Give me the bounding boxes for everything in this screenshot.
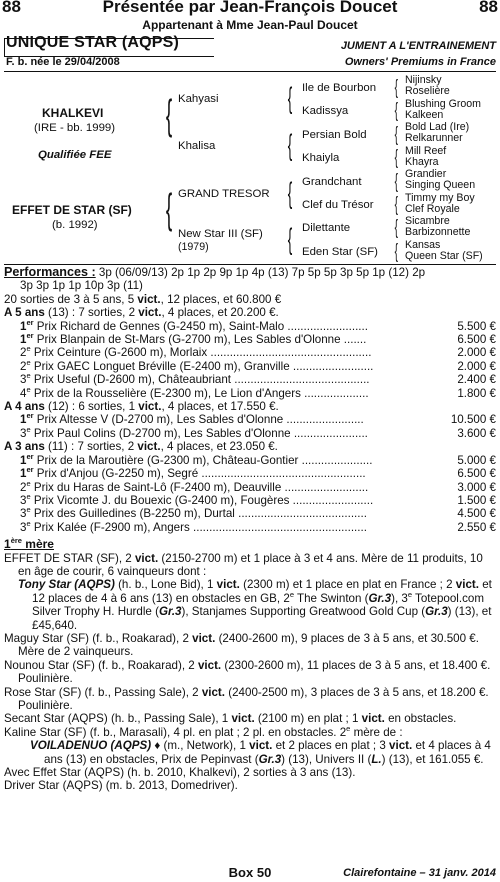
race-row [4,494,496,507]
bracket: { [287,177,293,210]
race-amount: 2.400 € [457,373,496,387]
produce-tony: Tony Star (AQPS) (h. b., Lone Bid), 1 vict. (2300 m) et 1 place en plat en France ; 2 vict. et 12 places de 4 à 6 ans (13) en obstacles en GB, 2e The Swinton (Gr.3), 3e Totepool.com Silver Trophy H. Hurdle (Gr.3), Stanjames Supporting Greatwood Gold Cup (Gr.3) (13), et £45,640. [18,578,492,632]
race-label: 3e Prix Paul Colins (D-2700 m), Les Sables d'Olonne ....................... [20,426,368,440]
race-label: 3e Prix Kalée (F-2900 m), Angers ...................................................... [20,520,367,534]
presenter: Présentée par Jean-François Doucet [102,0,398,16]
performances-heading: Performances : [4,265,96,279]
race-amount: 1.500 € [457,493,496,507]
gen4: Queen Star (SF) [405,250,483,262]
bracket: { [394,171,399,193]
bracket: { [394,100,399,122]
produce-secant: Secant Star (AQPS) (h. b., Passing Sale), 1 vict. (2100 m) en plat ; 1 vict. en obstacles. [4,712,457,726]
race-row [4,373,496,386]
race-row [4,413,496,426]
race-label: 2e Prix du Haras de Saint-Lô (F-2400 m), Deauville .......................... [20,480,369,494]
race-row [4,507,496,520]
performances-line: 3p 3p 1p 1p 10p 3p (11) [20,279,143,293]
race-label: 1er Prix de la Maroutière (G-2300 m), Château-Gontier ...................... [20,453,373,467]
horse-birth: F. b. née le 29/04/2008 [6,56,120,68]
race-label: 1er Prix Altesse V (D-2700 m), Les Sables d'Olonne ........................ [20,413,364,427]
race-amount: 2.550 € [457,520,496,534]
race-amount: 6.500 € [457,467,496,481]
race-amount: 2.000 € [457,346,496,360]
bracket: { [287,82,293,115]
bracket: { [394,241,399,263]
mere-intro: EFFET DE STAR (SF), 2 vict. (2150-2700 m) et 1 place à 3 et 4 ans. Mère de 11 produits, 10 en âge de courir, 6 vainqueurs dont : [4,551,483,578]
horse-status: JUMENT A L'ENTRAINEMENT [340,40,496,52]
race-label: 3e Prix Useful (D-2600 m), Châteaubriant .......................................... [20,373,370,387]
age-4-races [4,413,496,440]
page-footer [4,866,496,882]
race-row [4,521,496,534]
gen4: Clef Royale [405,203,460,215]
gen3: Khaiyla [302,152,340,164]
race-amount: 10.500 € [450,413,496,427]
performances-summary: 20 sorties de 3 à 5 ans, 5 vict., 12 places, et 60.800 € [4,292,282,306]
race-row [4,346,496,359]
race-row [4,481,496,494]
gen4: Nijinsky [405,74,442,86]
bracket: { [394,217,399,239]
race-label: 4e Prix de la Rousselière (E-2300 m), Le Lion d'Angers .................... [20,386,369,400]
header-rule [4,71,496,72]
bracket: { [394,147,399,169]
bracket: { [165,91,173,138]
lot-number-left: 88 [2,0,21,16]
gen4: Barbizonnette [405,226,471,238]
lot-number-right: 88 [479,0,498,16]
age-3-races [4,454,496,534]
produce-name: VOILADENUO (AQPS) [30,739,152,753]
produce-kaline: Kaline Star (SF) (f. b., Marasali), 4 pl. en plat ; 2 pl. en obstacles. 2e mère de : [4,723,403,739]
sale-info: Clairefontaine – 31 janv. 2014 [343,867,496,879]
gen4: Sicambre [405,215,450,227]
produce-voiladenuo: VOILADENUO (AQPS) ♦ (m., Network), 1 vict. et 2 places en plat ; 3 vict. et 4 places à 4 ans (13) en obstacles, Prix de Pepinvast (Gr.3) (13), Univers II (L.) (13), et 161.055 €. [30,739,491,766]
gen2-dam-dam-year: (1979) [178,241,209,253]
gen4: Kansas [405,239,441,251]
performances-line: Performances : 3p (06/09/13) 2p 1p 2p 9p 1p 4p (13) 7p 5p 5p 3p 5p 1p (12) 2p [4,265,426,279]
gen3: Ile de Bourbon [302,82,377,94]
gen4: Khayra [405,156,439,168]
race-label: 2e Prix Ceinture (G-2600 m), Morlaix .................................................. [20,346,372,360]
produce-driver: Driver Star (AQPS) (m. b. 2013, Domedriver). [4,779,238,793]
gen4: Timmy my Boy [405,192,475,204]
age-4-summary: A 4 ans (12) : 6 sorties, 1 vict., 4 places, et 17.550 €. [4,400,279,414]
produce-rose: Rose Star (SF) (f. b., Passing Sale), 2 vict. (2400-2500 m), 3 places de 3 à 5 ans, et 18.200 €. Poulinière. [4,685,489,712]
mere-heading: 1ère mère [4,536,54,552]
race-label: 3e Prix des Guilledines (B-2250 m), Durtal ........................................ [20,507,367,521]
gen4: Kalkeen [405,109,444,121]
gen4: Blushing Groom [405,98,481,110]
race-label: 2e Prix GAEC Longuet Bréville (E-2400 m), Granville ......................... [20,359,374,373]
premiums-note: Owners' Premiums in France [344,56,496,68]
box-number: Box 50 [228,865,272,880]
bracket: { [394,124,399,146]
horse-name: UNIQUE STAR (AQPS) [6,34,180,51]
race-amount: 5.500 € [457,319,496,333]
gen3: Clef du Trésor [302,199,374,211]
age-5-races [4,320,496,400]
page-header [2,0,498,34]
dam-name: EFFET DE STAR (SF) [12,203,132,217]
race-label: 3e Prix Vicomte J. du Bouexic (G-2400 m), Fougères ......................... [20,493,374,507]
gen4: Roselière [405,85,450,97]
bracket: { [287,223,293,256]
race-row [4,387,496,400]
race-amount: 5.000 € [457,453,496,467]
performances [4,266,496,793]
bracket: { [165,185,173,232]
race-row [4,427,496,440]
sire-info: (IRE - bb. 1999) [34,122,116,134]
dam-info: (b. 1992) [52,219,98,231]
race-amount: 6.500 € [457,333,496,347]
gen2-dam-sire: GRAND TRESOR [178,188,270,200]
race-row [4,320,496,333]
produce-avec: Avec Effet Star (AQPS) (h. b. 2010, Khalkevi), 2 sorties à 3 ans (13). [4,766,356,780]
race-row [4,333,496,346]
race-amount: 3.000 € [457,480,496,494]
race-label: 1er Prix d'Anjou (G-2250 m), Segré ................................................... [20,467,366,481]
gen4: Singing Queen [405,179,476,191]
gen3: Grandchant [302,176,362,188]
bracket: { [287,129,293,162]
gen2-sire-sire: Kahyasi [178,93,219,105]
gen3: Eden Star (SF) [302,246,378,258]
produce-nounou: Nounou Star (SF) (f. b., Roakarad), 2 vict. (2300-2600 m), 11 places de 3 à 5 ans, et 18.400 €. Poulinière. [4,658,491,686]
race-amount: 4.500 € [457,507,496,521]
race-row [4,467,496,480]
produce-name: Tony Star (AQPS) [18,578,115,592]
sire-note: Qualifiée FEE [38,149,112,161]
gen4: Bold Lad (Ire) [405,121,470,133]
gen4: Grandier [405,168,447,180]
gen4: Relkarunner [405,132,463,144]
bracket: { [394,77,399,99]
race-row [4,454,496,467]
race-amount: 1.800 € [457,386,496,400]
race-amount: 3.600 € [457,426,496,440]
race-amount: 2.000 € [457,359,496,373]
produce-maguy: Maguy Star (SF) (f. b., Roakarad), 2 vict. (2400-2600 m), 9 places de 3 à 5 ans, et 30.500 €. Mère de 2 vainqueurs. [4,631,479,659]
gen3: Kadissya [302,105,349,117]
owner: Appartenant à Mme Jean-Paul Doucet [142,18,358,32]
gen3: Dilettante [302,222,351,234]
race-label: 1er Prix Blanpain de St-Mars (G-2700 m), Les Sables d'Olonne ....... [20,333,367,347]
bracket: { [394,194,399,216]
race-row [4,360,496,373]
race-label: 1er Prix Richard de Gennes (G-2450 m), Saint-Malo ......................... [20,319,368,333]
sire-name: KHALKEVI [42,106,104,120]
gen2-sire-dam: Khalisa [178,140,216,152]
gen3: Persian Bold [302,129,367,141]
gen4: Mill Reef [405,145,447,157]
gen2-dam-dam: New Star III (SF) [178,228,263,240]
age-5-summary: A 5 ans (13) : 7 sorties, 2 vict., 4 places, et 20.200 €. [4,306,279,320]
age-3-summary: A 3 ans (11) : 7 sorties, 2 vict., 4 places, et 23.050 €. [4,440,278,454]
